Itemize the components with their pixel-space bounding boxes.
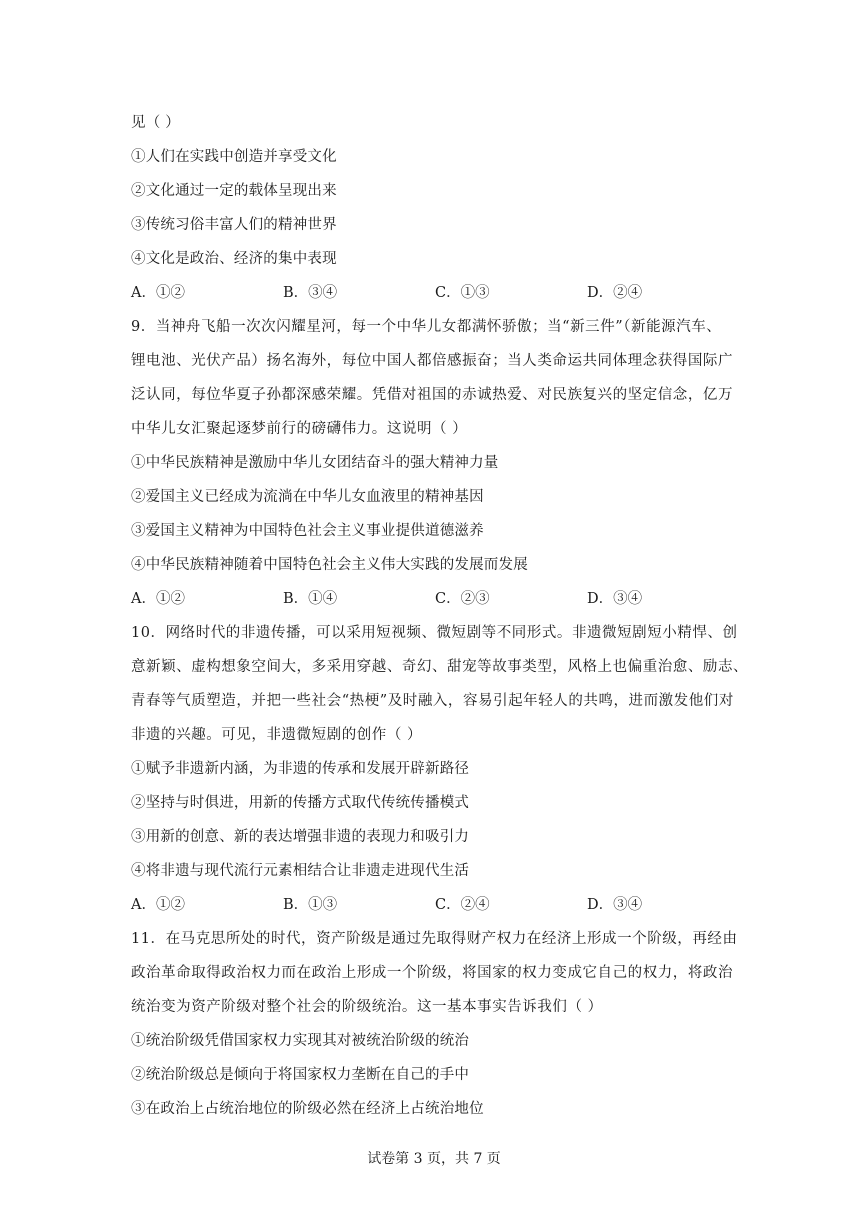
statement-3: ③爱国主义精神为中国特色社会主义事业提供道德滋养 [131, 523, 484, 539]
answer-options [131, 582, 741, 616]
stem-line: 统治变为资产阶级对整个社会的阶级统治。这一基本事实告诉我们（ ） [131, 999, 603, 1015]
stem-line: 11．在马克思所处的时代，资产阶级是通过先取得财产权力在经济上形成一个阶级，再经由 [131, 931, 738, 947]
statement-1: ①赋予非遗新内涵，为非遗的传承和发展开辟新路径 [131, 761, 470, 777]
stem-line: 非遗的兴趣。可见，非遗微短剧的创作（ ） [131, 727, 423, 743]
statement-1: ①中华民族精神是激励中华儿女团结奋斗的强大精神力量 [131, 455, 499, 471]
option-b: B．①④ [283, 591, 338, 607]
option-d: D．②④ [587, 285, 643, 301]
option-b: B．①③ [283, 897, 338, 913]
option-c: C．①③ [435, 285, 490, 301]
option-b: B．③④ [283, 285, 338, 301]
stem-line: 锂电池、光伏产品）扬名海外，每位中国人都倍感振奋；当人类命运共同体理念获得国际广 [131, 353, 733, 369]
stem-line: 10．网络时代的非遗传播，可以采用短视频、微短剧等不同形式。非遗微短剧短小精悍、创 [131, 625, 738, 641]
stem-line: 青春等气质塑造，并把一些社会“热梗”及时融入，容易引起年轻人的共鸣，进而激发他们对 [131, 693, 734, 709]
statement-3: ③在政治上占统治地位的阶级必然在经济上占统治地位 [131, 1101, 484, 1117]
option-a: A．①② [131, 897, 185, 913]
question-9 [131, 310, 741, 616]
option-d: D．③④ [587, 591, 643, 607]
statement-1: ①人们在实践中创造并享受文化 [131, 149, 337, 165]
stem-line: 中华儿女汇聚起逐梦前行的磅礴伟力。这说明（ ） [131, 421, 468, 437]
option-a: A．①② [131, 285, 185, 301]
option-a: A．①② [131, 591, 185, 607]
stem-line: 9．当神舟飞船一次次闪耀星河，每一个中华儿女都满怀骄傲；当“新三件”（新能源汽车、 [131, 319, 722, 335]
stem-line: 政治革命取得政治权力而在政治上形成一个阶级，将国家的权力变成它自己的权力，将政治 [131, 965, 733, 981]
page-footer: 试卷第 3 页，共 7 页 [367, 1151, 501, 1167]
page-content [131, 106, 749, 1126]
question-10 [131, 616, 749, 922]
question-stem-tail: 见（ ） [131, 115, 180, 131]
statement-2: ②文化通过一定的载体呈现出来 [131, 183, 337, 199]
statement-3: ③传统习俗丰富人们的精神世界 [131, 217, 337, 233]
statement-2: ②爱国主义已经成为流淌在中华儿女血液里的精神基因 [131, 489, 484, 505]
option-d: D．③④ [587, 897, 643, 913]
statement-2: ②统治阶级总是倾向于将国家权力垄断在自己的手中 [131, 1067, 470, 1083]
statement-1: ①统治阶级凭借国家权力实现其对被统治阶级的统治 [131, 1033, 470, 1049]
question-9-stem [131, 310, 741, 446]
statement-4: ④中华民族精神随着中国特色社会主义伟大实践的发展而发展 [131, 557, 528, 573]
answer-options [131, 888, 741, 922]
statement-4: ④文化是政治、经济的集中表现 [131, 251, 337, 267]
stem-line: 意新颖、虚构想象空间大，多采用穿越、奇幻、甜宠等故事类型，风格上也偏重治愈、励志、 [131, 659, 749, 675]
option-c: C．②④ [435, 897, 490, 913]
question-8-continuation [131, 106, 741, 310]
statement-2: ②坚持与时俱进，用新的传播方式取代传统传播模式 [131, 795, 470, 811]
statement-3: ③用新的创意、新的表达增强非遗的表现力和吸引力 [131, 829, 470, 845]
question-11-stem [131, 922, 741, 1024]
question-11 [131, 922, 741, 1126]
question-10-stem [131, 616, 749, 752]
option-c: C．②③ [435, 591, 490, 607]
stem-line: 泛认同，每位华夏子孙都深感荣耀。凭借对祖国的赤诚热爱、对民族复兴的坚定信念，亿万 [131, 387, 733, 403]
statement-4: ④将非遗与现代流行元素相结合让非遗走进现代生活 [131, 863, 470, 879]
answer-options [131, 276, 741, 310]
